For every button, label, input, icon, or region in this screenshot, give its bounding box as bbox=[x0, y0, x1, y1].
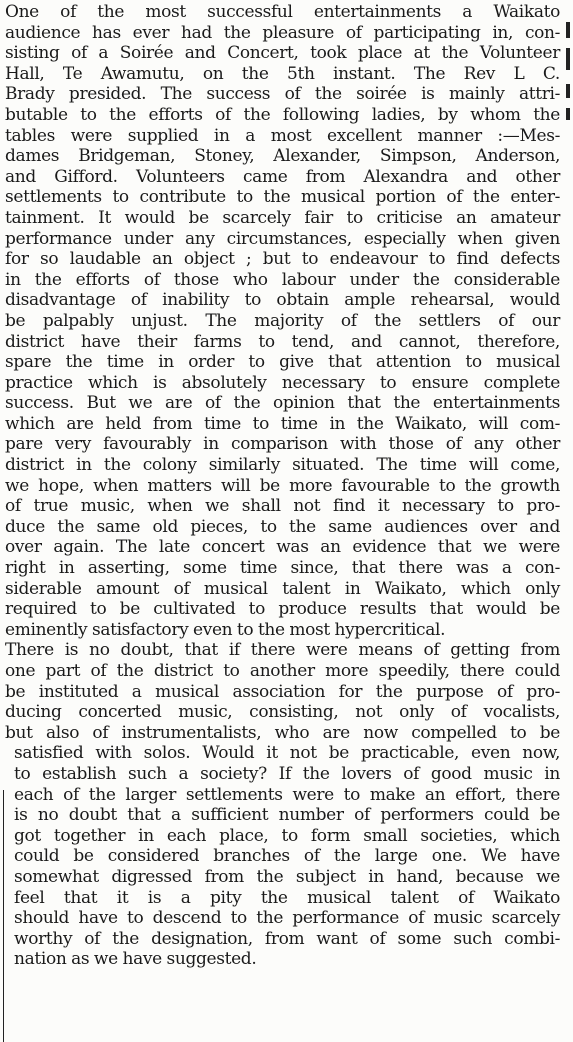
article-line: and Gifford. Volunteers came from Alexandra and other bbox=[5, 166, 560, 187]
article-line: for so laudable an object ; but to endeavour to find defects bbox=[5, 249, 560, 270]
edge-mark bbox=[566, 84, 570, 98]
article-line: eminently satisfactory even to the most hypercritical. bbox=[5, 619, 446, 640]
article-line: somewhat digressed from the subject in hand, because we bbox=[14, 866, 560, 887]
article-line: dames Bridgeman, Stoney, Alexander, Simpson, Anderson, bbox=[5, 146, 560, 167]
article-line: pare very favourably in comparison with those of any other bbox=[5, 434, 560, 455]
article-line: feel that it is a pity the musical talent of Waikato bbox=[14, 887, 560, 908]
article-line: butable to the efforts of the following ladies, by whom the bbox=[5, 104, 560, 125]
article-line: over again. The late concert was an evidence that we were bbox=[5, 537, 560, 558]
article-line: There is no doubt, that if there were means of getting from bbox=[5, 640, 560, 661]
article-line: district have their farms to tend, and cannot, therefore, bbox=[5, 331, 560, 352]
article-line: satisfied with solos. Would it not be practicable, even now, bbox=[14, 743, 560, 764]
article-line: spare the time in order to give that attention to musical bbox=[5, 352, 560, 373]
article-line: disadvantage of inability to obtain ample rehearsal, would bbox=[5, 290, 560, 311]
article-line: each of the larger settlements were to make an effort, there bbox=[14, 784, 560, 805]
article-line: settlements to contribute to the musical portion of the enter- bbox=[5, 187, 560, 208]
article-line: nation as we have suggested. bbox=[14, 949, 257, 970]
article-line: to establish such a society? If the lovers of good music in bbox=[14, 763, 560, 784]
article-line: practice which is absolutely necessary to ensure complete bbox=[5, 372, 560, 393]
article-line: required to be cultivated to produce results that would be bbox=[5, 599, 560, 620]
article-line: one part of the district to another more speedily, there could bbox=[5, 661, 560, 681]
article-line: siderable amount of musical talent in Waikato, which only bbox=[5, 578, 560, 599]
article-line: tables were supplied in a most excellent manner :—Mes- bbox=[5, 125, 560, 146]
article-line: we hope, when matters will be more favourable to the growth bbox=[5, 475, 560, 496]
article-line: duce the same old pieces, to the same audiences over and bbox=[5, 516, 560, 537]
article-line: district in the colony similarly situated. The time will come, bbox=[5, 455, 560, 476]
article-line: which are held from time to time in the Waikato, will com- bbox=[5, 413, 560, 434]
article-line: sisting of a Soirée and Concert, took place at the Volunteer bbox=[5, 43, 560, 64]
article-line: worthy of the designation, from want of some such combi- bbox=[14, 928, 560, 949]
article-line: be palpably unjust. The majority of the settlers of our bbox=[5, 310, 560, 331]
article-line: should have to descend to the performance of music scarcely bbox=[14, 908, 560, 929]
article-line: of true music, when we shall not find it necessary to pro- bbox=[5, 496, 560, 517]
article-line: Brady presided. The success of the soirée is mainly attri- bbox=[5, 84, 560, 105]
article-line: performance under any circumstances, especially when given bbox=[5, 228, 560, 249]
article-line: success. But we are of the opinion that the entertainments bbox=[5, 393, 560, 414]
article-line: One of the most successful entertainments a Waikato bbox=[5, 2, 560, 22]
adjacent-column-edge bbox=[562, 0, 573, 1042]
article-line: is no doubt that a sufficient number of performers could be bbox=[14, 805, 560, 826]
article-line: ducing concerted music, consisting, not only of vocalists, bbox=[5, 702, 560, 723]
edge-mark bbox=[566, 48, 570, 70]
edge-mark bbox=[566, 22, 570, 38]
article-line: but also of instrumentalists, who are now compelled to be bbox=[5, 722, 560, 743]
article-line: be instituted a musical association for the purpose of pro- bbox=[5, 681, 560, 702]
edge-mark bbox=[566, 108, 570, 120]
article-line: could be considered branches of the large one. We have bbox=[14, 846, 560, 867]
article-line: Hall, Te Awamutu, on the 5th instant. The Rev L C. bbox=[5, 63, 560, 84]
article-line: audience has ever had the pleasure of participating in, con- bbox=[5, 22, 560, 43]
article-line: got together in each place, to form small societies, which bbox=[14, 825, 560, 846]
article-line: in the efforts of those who labour under the considerable bbox=[5, 269, 560, 290]
article-line: tainment. It would be scarcely fair to criticise an amateur bbox=[5, 207, 560, 228]
article-line: right in asserting, some time since, that there was a con- bbox=[5, 558, 560, 579]
